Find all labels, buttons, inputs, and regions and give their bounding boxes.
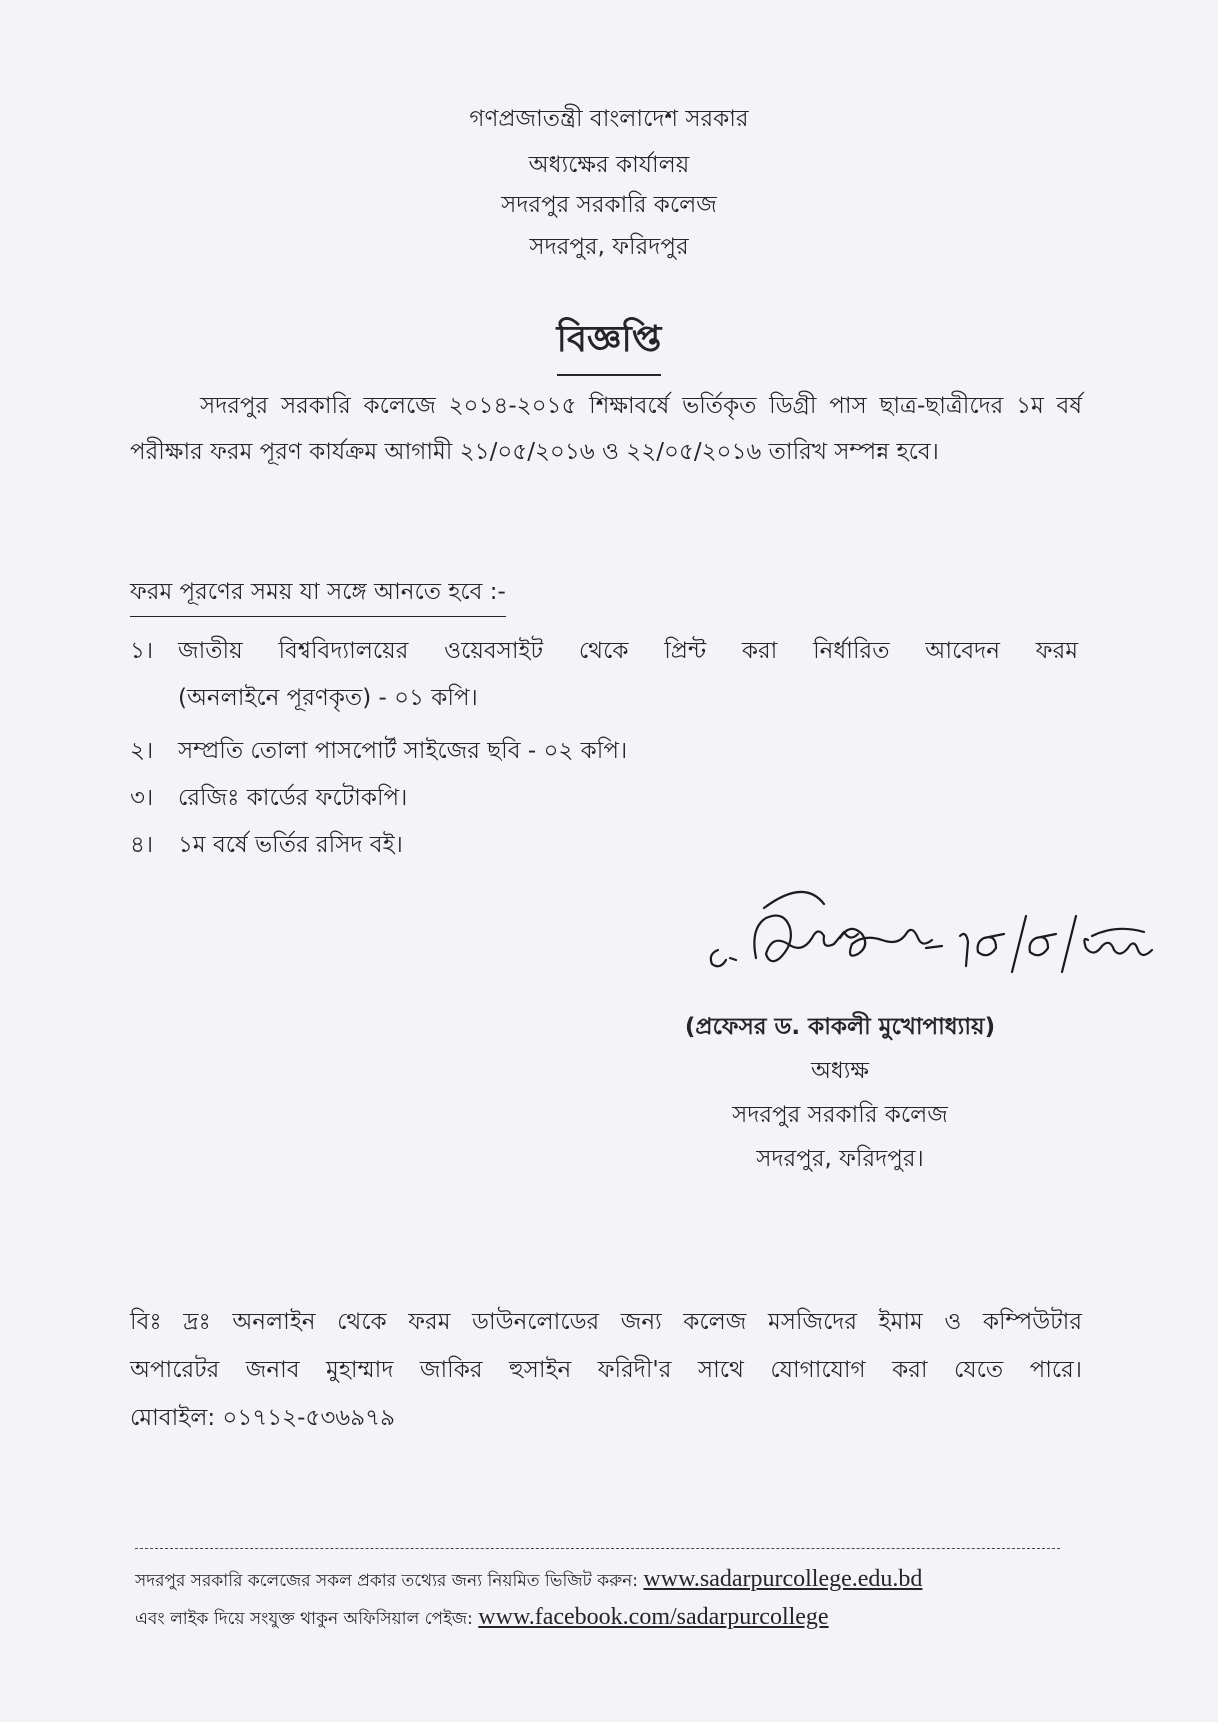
signatory-name: (প্রফেসর ড. কাকলী মুখোপাধ্যায়)	[684, 1014, 996, 1040]
requirement-number: ৩।	[130, 785, 154, 811]
note-mobile: মোবাইল: ০১৭১২-৫৩৬৯৭৯	[130, 1405, 396, 1431]
requirement-text: রেজিঃ কার্ডের ফটোকপি।	[178, 785, 408, 811]
footer-facebook-line	[135, 1604, 829, 1634]
footer-divider	[135, 1548, 1060, 1549]
note-line: বিঃ দ্রঃ অনলাইন থেকে ফরম ডাউনলোডের জন্য কলেজ মসজিদের ইমাম ও কম্পিউটার	[130, 1309, 1082, 1335]
requirement-number: ২।	[130, 738, 154, 764]
requirement-text: ১ম বর্ষে ভর্তির রসিদ বই।	[178, 832, 403, 858]
handwritten-signature	[700, 888, 1180, 1008]
note-block	[130, 1298, 1082, 1442]
footer-facebook-text: এবং লাইক দিয়ে সংযুক্ত থাকুন অফিসিয়াল পেইজ:	[135, 1609, 479, 1629]
requirements-heading: ফরম পূরণের সময় যা সঙ্গে আনতে হবে :-	[130, 573, 506, 617]
signatory-title: অধ্যক্ষ	[810, 1058, 870, 1084]
footer-website-text: সদরপুর সরকারি কলেজের সকল প্রকার তথ্যের জন্য নিয়মিত ভিজিট করুন:	[135, 1571, 644, 1591]
signatory-college: সদরপুর সরকারি কলেজ	[732, 1102, 948, 1128]
notice-paragraph-text: সদরপুর সরকারি কলেজে ২০১৪-২০১৫ শিক্ষাবর্ষে ভর্তিকৃত ডিগ্রী পাস ছাত্র-ছাত্রীদের ১ম বর্ষ পরীক্ষার ফরম পূরণ কার্যক্রম আগামী ২১/০৫/২০১৬ ও ২২/০৫/২০১৬ তারিখ সম্পন্ন হবে।	[130, 393, 1082, 465]
notice-title: বিজ্ঞপ্তি	[557, 312, 662, 376]
note-line: অপারেটর জনাব মুহাম্মাদ জাকির হুসাইন ফরিদী'র সাথে যোগাযোগ করা যেতে পারে।	[130, 1357, 1082, 1383]
requirement-item	[130, 728, 1082, 774]
header-government: গণপ্রজাতন্ত্রী বাংলাদেশ সরকার	[469, 106, 749, 132]
notice-title-wrap	[0, 312, 1218, 376]
header-college: সদরপুর সরকারি কলেজ	[501, 192, 717, 218]
header-address: সদরপুর, ফরিদপুর	[529, 234, 689, 260]
facebook-link[interactable]: www.facebook.com/sadarpurcollege	[478, 1604, 829, 1630]
requirement-number: ১।	[130, 638, 154, 664]
requirement-item	[130, 775, 1082, 821]
notice-paragraph	[130, 383, 1082, 475]
website-link[interactable]: www.sadarpurcollege.edu.bd	[643, 1566, 923, 1592]
requirement-text: জাতীয় বিশ্ববিদ্যালয়ের ওয়েবসাইট থেকে প্রিন্ট করা নির্ধারিত আবেদন ফরম	[178, 638, 1078, 664]
requirement-text: সম্প্রতি তোলা পাসপোর্ট সাইজের ছবি - ০২ কপি।	[178, 738, 628, 764]
signatory-address: সদরপুর, ফরিদপুর।	[756, 1146, 924, 1172]
requirement-text-continued: (অনলাইনে পূরণকৃত) - ০১ কপি।	[178, 685, 478, 711]
requirement-item	[130, 628, 1082, 674]
footer-website-line	[135, 1566, 922, 1596]
requirement-item	[130, 822, 1082, 868]
header-office: অধ্যক্ষের কার্যালয়	[528, 152, 690, 178]
requirement-number: ৪।	[130, 832, 154, 858]
